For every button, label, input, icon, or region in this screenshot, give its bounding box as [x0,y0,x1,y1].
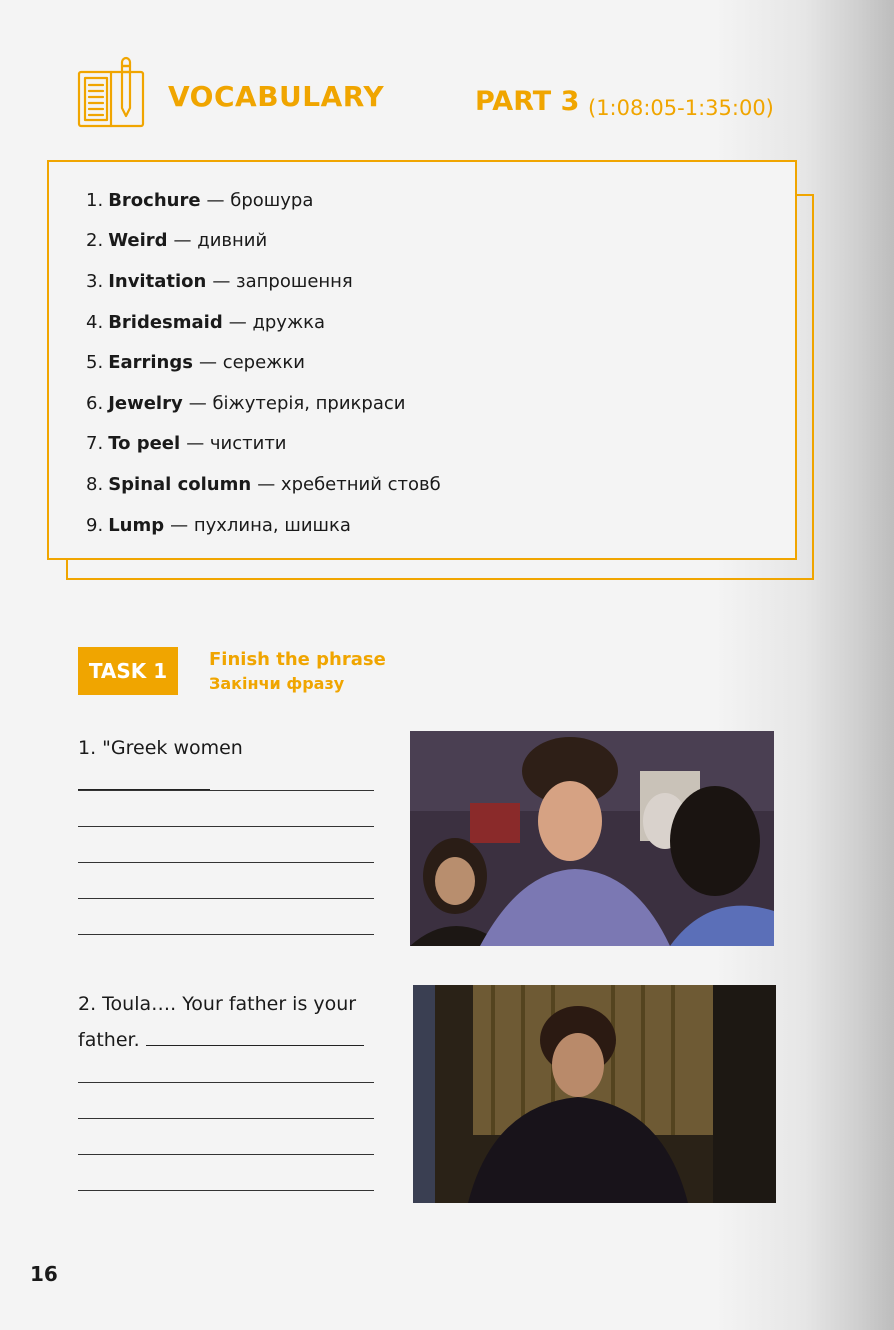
list-item [86,424,441,465]
notebook-pencil-icon [76,56,146,130]
vocab-term: Brochure [108,189,201,211]
list-item [86,464,441,505]
list-item [86,180,441,221]
vocab-translation: — дивний [173,230,268,252]
question-1-text: 1. "Greek women [78,737,243,759]
vocabulary-heading: VOCABULARY [168,80,385,113]
list-item [86,383,441,424]
answer-line[interactable] [78,1118,374,1119]
vocab-term: Spinal column [108,473,252,495]
answer-line[interactable] [78,898,374,899]
page-number: 16 [30,1262,58,1286]
answer-line[interactable] [78,790,374,791]
answer-line[interactable] [78,826,374,827]
task-title-ukrainian: Закінчи фразу [209,674,345,693]
movie-still-image [410,731,774,946]
vocab-translation: — біжутерія, прикраси [188,392,406,414]
list-item [86,302,441,343]
item-number: 8. [86,473,104,495]
vocab-term: Jewelry [108,392,183,414]
vocab-term: Earrings [108,352,193,374]
part-heading: PART 3 [475,86,580,117]
item-number: 1. [86,189,104,211]
answer-line[interactable] [78,1154,374,1155]
timecode-range: (1:08:05-1:35:00) [588,96,774,120]
vocab-translation: — запрошення [212,270,353,292]
list-item [86,505,441,546]
answer-line[interactable] [78,934,374,935]
question-2-text: 2. Toula…. Your father is your [78,993,357,1015]
vocab-translation: — пухлина, шишка [170,514,351,536]
vocab-translation: — дружка [228,311,326,333]
item-number: 5. [86,352,104,374]
list-item [86,221,441,262]
vocab-term: Bridesmaid [108,311,223,333]
vocab-term: To peel [108,433,181,455]
vocab-translation: — сережки [198,352,305,374]
item-number: 7. [86,433,104,455]
item-number: 4. [86,311,104,333]
vocab-list [86,180,441,545]
task-badge: TASK 1 [78,647,178,695]
vocab-term: Lump [108,514,165,536]
item-number: 9. [86,514,104,536]
list-item [86,261,441,302]
movie-still-image [413,985,776,1203]
answer-line[interactable] [78,1082,374,1083]
question-2-text-continued: father. [78,1029,140,1051]
item-number: 6. [86,392,104,414]
answer-line[interactable] [78,1190,374,1191]
question-1 [78,730,378,802]
vocab-translation: — хребетний стовб [257,473,441,495]
answer-blank[interactable] [78,768,210,790]
answer-blank[interactable] [146,1024,364,1046]
vocab-term: Invitation [108,270,207,292]
item-number: 2. [86,230,104,252]
item-number: 3. [86,270,104,292]
task-title-english: Finish the phrase [209,649,386,670]
list-item [86,342,441,383]
vocab-translation: — чистити [186,433,287,455]
answer-line[interactable] [78,862,374,863]
question-2 [78,986,378,1058]
vocab-term: Weird [108,230,168,252]
vocab-translation: — брошура [206,189,314,211]
